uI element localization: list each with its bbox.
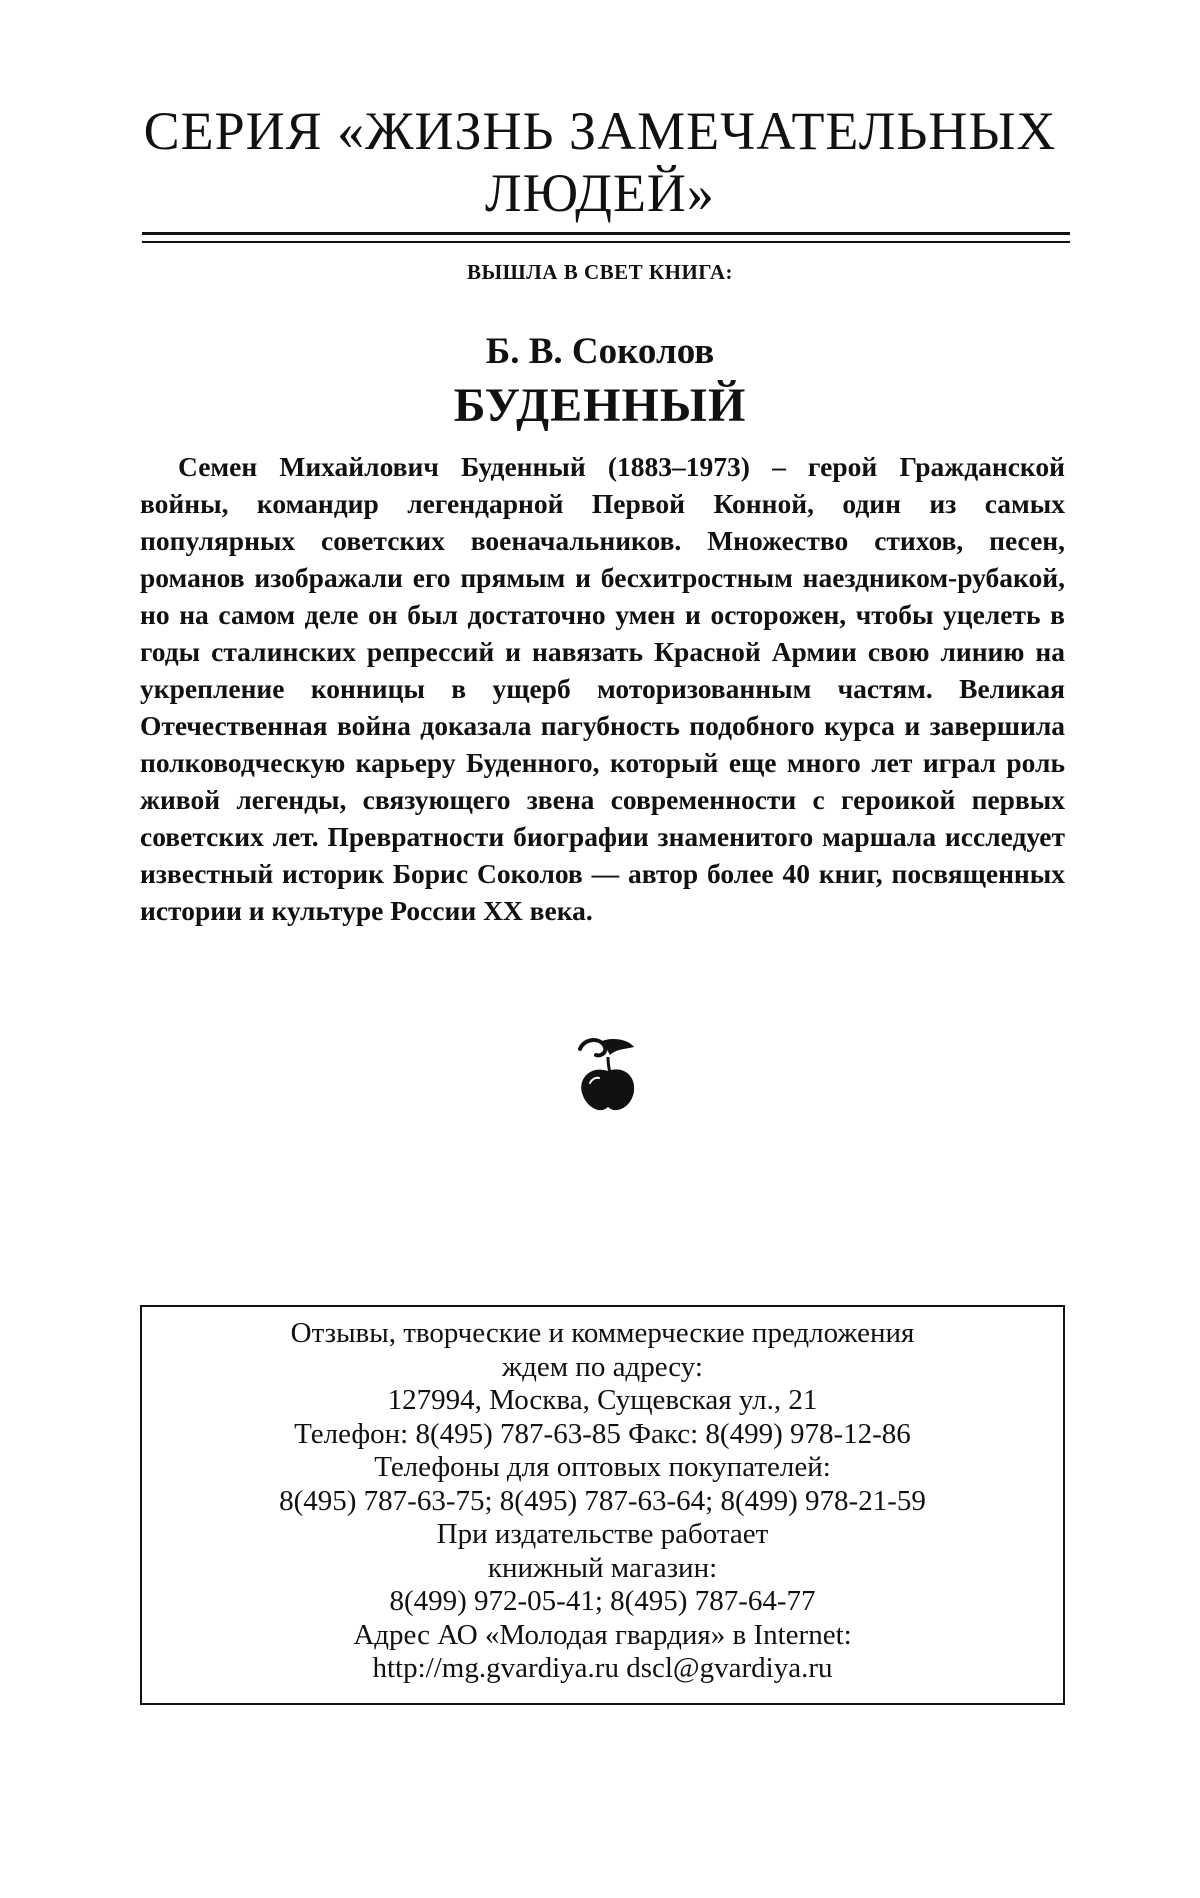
book-description: Семен Михайлович Буденный (1883–1973) – герой Гражданской войны, командир легендарной Первой Конной, один из самых популярных советских военачальников. Множество стихов, песен, романов изображали его прямым и бесхитростным наездником-рубакой, но на самом деле он был достаточно умен и осторожен, чтобы уцелеть в годы сталинских репрессий и навязать Красной Армии свою линию на укрепление конницы в ущерб моторизованным частям. Великая Отечественная война доказала пагубность подобного курса и завершила полководческую карьеру Буденного, который еще много лет играл роль живой легенды, связующего звена современности с героикой первых советских лет. Превратности биографии знаменитого маршала исследует известный историк Борис Соколов — автор более 40 книг, посвященных истории и культуре России XX века.: [140, 451, 1065, 926]
contact-line: Отзывы, творческие и коммерческие предложения: [290, 1317, 915, 1349]
contact-phone-fax: Телефон: 8(495) 787-63-85 Факс: 8(499) 978-12-86: [294, 1417, 911, 1450]
contact-address: 127994, Москва, Сущевская ул., 21: [387, 1384, 818, 1416]
book-title: БУДЕННЫЙ: [453, 379, 747, 432]
announcement-label: ВЫШЛА В СВЕТ КНИГА:: [466, 260, 734, 284]
contact-line: Телефоны для оптовых покупателей:: [374, 1451, 831, 1483]
series-title-line-2: ЛЮДЕЙ»: [485, 163, 715, 223]
contact-line: книжный магазин:: [487, 1551, 718, 1584]
contact-line: Адрес АО «Молодая гвардия» в Internet:: [353, 1618, 852, 1651]
contact-web-email: http://mg.gvardiya.ru dscl@gvardiya.ru: [372, 1652, 833, 1684]
apple-flourish-icon: [572, 1035, 642, 1115]
contact-line: При издательстве работает: [436, 1518, 769, 1550]
contact-wholesale-phones: 8(495) 787-63-75; 8(495) 787-63-64; 8(499) 978-21-59: [279, 1484, 926, 1517]
contact-line: ждем по адресу:: [502, 1350, 703, 1383]
book-author: Б. В. Соколов: [485, 331, 715, 372]
series-title-line-1: СЕРИЯ «ЖИЗНЬ ЗАМЕЧАТЕЛЬНЫХ: [143, 101, 1057, 161]
divider-thick: [142, 232, 1070, 235]
divider-thin: [142, 241, 1070, 243]
series-title: [140, 100, 1060, 224]
publisher-contacts-box: [140, 1305, 1065, 1705]
contact-shop-phones: 8(499) 972-05-41; 8(495) 787-64-77: [389, 1585, 816, 1617]
